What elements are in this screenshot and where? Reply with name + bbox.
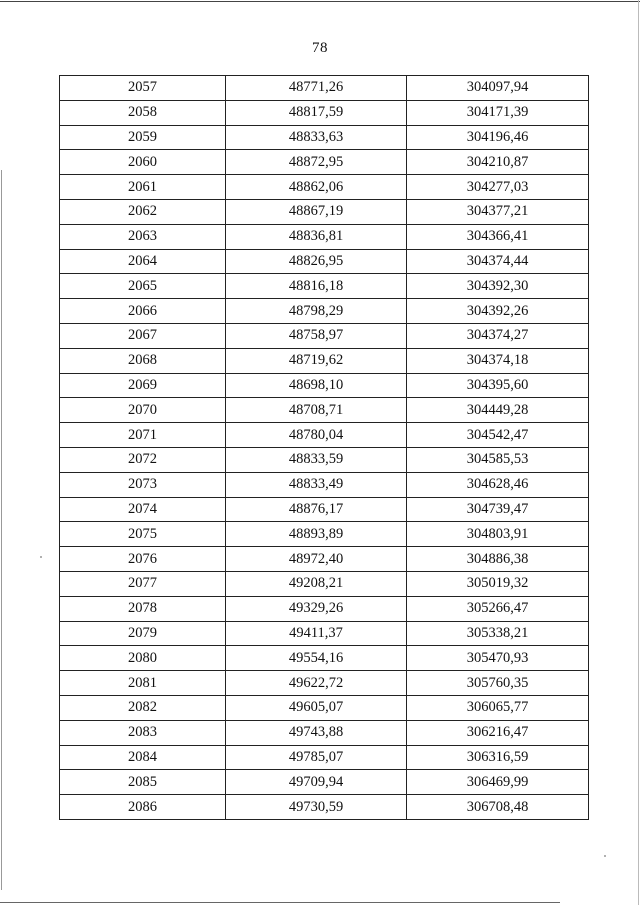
point-number-cell: 2076 <box>60 547 226 572</box>
y-coordinate-cell: 306708,48 <box>407 795 589 820</box>
x-coordinate-cell: 49709,94 <box>226 770 407 795</box>
x-coordinate-cell: 48698,10 <box>226 373 407 398</box>
point-number-cell: 2062 <box>60 199 226 224</box>
y-coordinate-cell: 306216,47 <box>407 720 589 745</box>
x-coordinate-cell: 49743,88 <box>226 720 407 745</box>
point-number-cell: 2083 <box>60 720 226 745</box>
table-row <box>60 348 589 373</box>
table-row <box>60 100 589 125</box>
table-row <box>60 522 589 547</box>
x-coordinate-cell: 48833,59 <box>226 447 407 472</box>
table-row <box>60 596 589 621</box>
x-coordinate-cell: 48826,95 <box>226 249 407 274</box>
x-coordinate-cell: 48708,71 <box>226 398 407 423</box>
scan-edge-top <box>0 1 640 2</box>
table-row <box>60 695 589 720</box>
table-row <box>60 646 589 671</box>
y-coordinate-cell: 304542,47 <box>407 423 589 448</box>
point-number-cell: 2082 <box>60 695 226 720</box>
x-coordinate-cell: 49730,59 <box>226 795 407 820</box>
x-coordinate-cell: 48833,49 <box>226 472 407 497</box>
y-coordinate-cell: 305470,93 <box>407 646 589 671</box>
point-number-cell: 2068 <box>60 348 226 373</box>
coordinates-table <box>59 75 589 820</box>
y-coordinate-cell: 304374,18 <box>407 348 589 373</box>
y-coordinate-cell: 304377,21 <box>407 199 589 224</box>
x-coordinate-cell: 48872,95 <box>226 150 407 175</box>
y-coordinate-cell: 306469,99 <box>407 770 589 795</box>
table-row <box>60 373 589 398</box>
table-row <box>60 274 589 299</box>
x-coordinate-cell: 48893,89 <box>226 522 407 547</box>
x-coordinate-cell: 49554,16 <box>226 646 407 671</box>
x-coordinate-cell: 49605,07 <box>226 695 407 720</box>
y-coordinate-cell: 304585,53 <box>407 447 589 472</box>
point-number-cell: 2084 <box>60 745 226 770</box>
table-row <box>60 795 589 820</box>
point-number-cell: 2058 <box>60 100 226 125</box>
x-coordinate-cell: 48719,62 <box>226 348 407 373</box>
table-body <box>60 76 589 820</box>
y-coordinate-cell: 304392,26 <box>407 299 589 324</box>
y-coordinate-cell: 305266,47 <box>407 596 589 621</box>
table-row <box>60 199 589 224</box>
x-coordinate-cell: 48836,81 <box>226 224 407 249</box>
y-coordinate-cell: 306316,59 <box>407 745 589 770</box>
table-row <box>60 323 589 348</box>
point-number-cell: 2057 <box>60 76 226 101</box>
point-number-cell: 2071 <box>60 423 226 448</box>
table-row <box>60 571 589 596</box>
point-number-cell: 2081 <box>60 671 226 696</box>
point-number-cell: 2086 <box>60 795 226 820</box>
point-number-cell: 2075 <box>60 522 226 547</box>
x-coordinate-cell: 48817,59 <box>226 100 407 125</box>
x-coordinate-cell: 48780,04 <box>226 423 407 448</box>
table-row <box>60 125 589 150</box>
table-row <box>60 671 589 696</box>
scan-edge-bottom <box>0 902 560 903</box>
point-number-cell: 2072 <box>60 447 226 472</box>
y-coordinate-cell: 305338,21 <box>407 621 589 646</box>
point-number-cell: 2067 <box>60 323 226 348</box>
table-row <box>60 497 589 522</box>
y-coordinate-cell: 304803,91 <box>407 522 589 547</box>
y-coordinate-cell: 304277,03 <box>407 175 589 200</box>
y-coordinate-cell: 306065,77 <box>407 695 589 720</box>
page-number: 78 <box>312 40 328 56</box>
x-coordinate-cell: 48862,06 <box>226 175 407 200</box>
x-coordinate-cell: 49329,26 <box>226 596 407 621</box>
point-number-cell: 2080 <box>60 646 226 671</box>
table-row <box>60 770 589 795</box>
scan-speck <box>604 855 606 857</box>
point-number-cell: 2085 <box>60 770 226 795</box>
table-row <box>60 447 589 472</box>
table-row <box>60 224 589 249</box>
y-coordinate-cell: 304210,87 <box>407 150 589 175</box>
table-row <box>60 720 589 745</box>
point-number-cell: 2079 <box>60 621 226 646</box>
point-number-cell: 2070 <box>60 398 226 423</box>
table-row <box>60 423 589 448</box>
y-coordinate-cell: 304395,60 <box>407 373 589 398</box>
point-number-cell: 2063 <box>60 224 226 249</box>
y-coordinate-cell: 304196,46 <box>407 125 589 150</box>
table-row <box>60 249 589 274</box>
x-coordinate-cell: 48758,97 <box>226 323 407 348</box>
point-number-cell: 2060 <box>60 150 226 175</box>
table-row <box>60 745 589 770</box>
x-coordinate-cell: 48833,63 <box>226 125 407 150</box>
y-coordinate-cell: 304097,94 <box>407 76 589 101</box>
scan-edge-left <box>1 170 2 890</box>
point-number-cell: 2064 <box>60 249 226 274</box>
point-number-cell: 2061 <box>60 175 226 200</box>
y-coordinate-cell: 304628,46 <box>407 472 589 497</box>
x-coordinate-cell: 48972,40 <box>226 547 407 572</box>
table-row <box>60 621 589 646</box>
y-coordinate-cell: 304392,30 <box>407 274 589 299</box>
x-coordinate-cell: 48771,26 <box>226 76 407 101</box>
y-coordinate-cell: 304366,41 <box>407 224 589 249</box>
table-row <box>60 175 589 200</box>
scan-edge-right <box>638 0 639 905</box>
point-number-cell: 2074 <box>60 497 226 522</box>
point-number-cell: 2073 <box>60 472 226 497</box>
point-number-cell: 2065 <box>60 274 226 299</box>
y-coordinate-cell: 305019,32 <box>407 571 589 596</box>
table-row <box>60 76 589 101</box>
table-row <box>60 398 589 423</box>
table-row <box>60 299 589 324</box>
point-number-cell: 2069 <box>60 373 226 398</box>
x-coordinate-cell: 49622,72 <box>226 671 407 696</box>
x-coordinate-cell: 49785,07 <box>226 745 407 770</box>
y-coordinate-cell: 304449,28 <box>407 398 589 423</box>
x-coordinate-cell: 48798,29 <box>226 299 407 324</box>
y-coordinate-cell: 304374,44 <box>407 249 589 274</box>
point-number-cell: 2066 <box>60 299 226 324</box>
x-coordinate-cell: 48867,19 <box>226 199 407 224</box>
x-coordinate-cell: 48816,18 <box>226 274 407 299</box>
x-coordinate-cell: 49411,37 <box>226 621 407 646</box>
x-coordinate-cell: 49208,21 <box>226 571 407 596</box>
y-coordinate-cell: 304739,47 <box>407 497 589 522</box>
point-number-cell: 2078 <box>60 596 226 621</box>
point-number-cell: 2059 <box>60 125 226 150</box>
table-row <box>60 547 589 572</box>
scan-speck <box>40 556 42 558</box>
y-coordinate-cell: 304374,27 <box>407 323 589 348</box>
x-coordinate-cell: 48876,17 <box>226 497 407 522</box>
table-row <box>60 150 589 175</box>
y-coordinate-cell: 305760,35 <box>407 671 589 696</box>
table-row <box>60 472 589 497</box>
y-coordinate-cell: 304886,38 <box>407 547 589 572</box>
point-number-cell: 2077 <box>60 571 226 596</box>
y-coordinate-cell: 304171,39 <box>407 100 589 125</box>
